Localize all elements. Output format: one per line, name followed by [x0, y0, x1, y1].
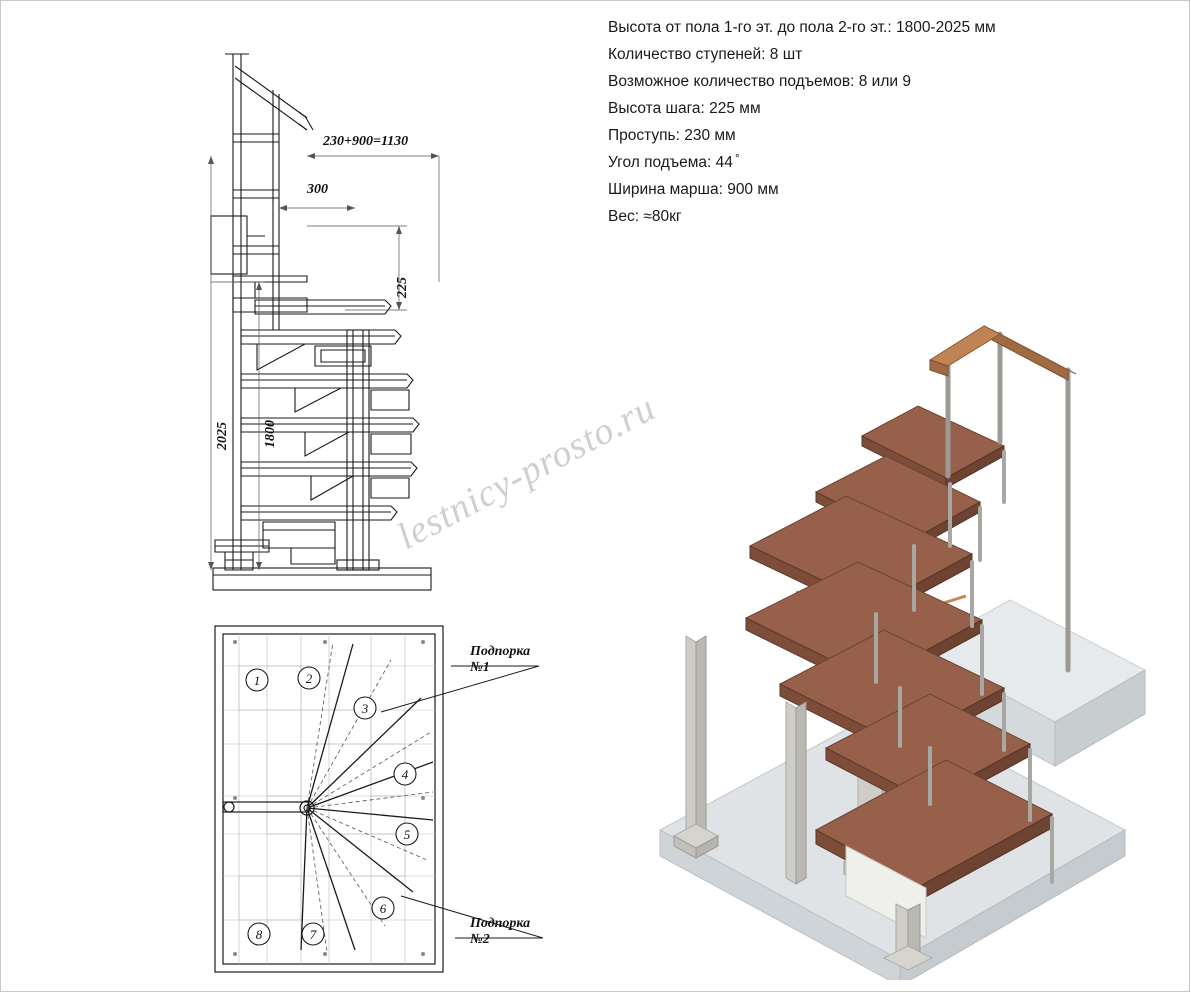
dim-label-225: 225	[395, 277, 410, 298]
stair-3d-render	[600, 270, 1185, 980]
plan-step-number-8: 8	[255, 927, 263, 942]
callout-support-2	[470, 916, 530, 948]
callout-support-2-line1: Подпорка	[470, 916, 531, 931]
spec-item-riser-height: Высота шага: 225 мм	[608, 100, 761, 117]
plan-step-number-7: 7	[309, 927, 317, 942]
plan-drawing	[205, 620, 565, 980]
watermark: lestnicy-prosto.ru	[390, 386, 663, 558]
plan-step-number-1: 1	[253, 673, 261, 688]
callout-support-1-line2: №1	[470, 660, 490, 675]
callout-support-2-line2: №2	[470, 932, 490, 947]
spec-item-possible-risers: Возможное количество подъемов: 8 или 9	[608, 73, 911, 90]
plan-step-number-3: 3	[361, 701, 369, 716]
dim-label-300: 300	[307, 182, 328, 197]
spec-item-width: Ширина марша: 900 мм	[608, 181, 779, 198]
plan-step-number-6: 6	[379, 901, 387, 916]
spec-item-angle: Угол подъема: 44 ̊	[608, 154, 738, 171]
plan-step-number-2: 2	[305, 671, 313, 686]
dim-label-1130: 230+900=1130	[323, 134, 409, 149]
specification-list	[608, 14, 1168, 230]
spec-item-floor-height: Высота от пола 1-го эт. до пола 2-го эт.: 1800-2025 мм	[608, 19, 996, 36]
elevation-drawing	[195, 30, 565, 610]
dim-label-2025: 2025	[215, 422, 230, 450]
spec-item-weight: Вес: ≈80кг	[608, 208, 682, 225]
render-svg	[600, 270, 1185, 980]
plan-step-number-4: 4	[401, 767, 409, 782]
dim-label-1800: 1800	[263, 420, 278, 448]
callout-support-1-line1: Подпорка	[470, 644, 531, 659]
callout-support-1	[470, 644, 530, 676]
spec-item-tread-depth: Проступь: 230 мм	[608, 127, 736, 144]
plan-step-number-5: 5	[403, 827, 411, 842]
spec-item-step-count: Количество ступеней: 8 шт	[608, 46, 803, 63]
elevation-svg	[195, 30, 565, 610]
